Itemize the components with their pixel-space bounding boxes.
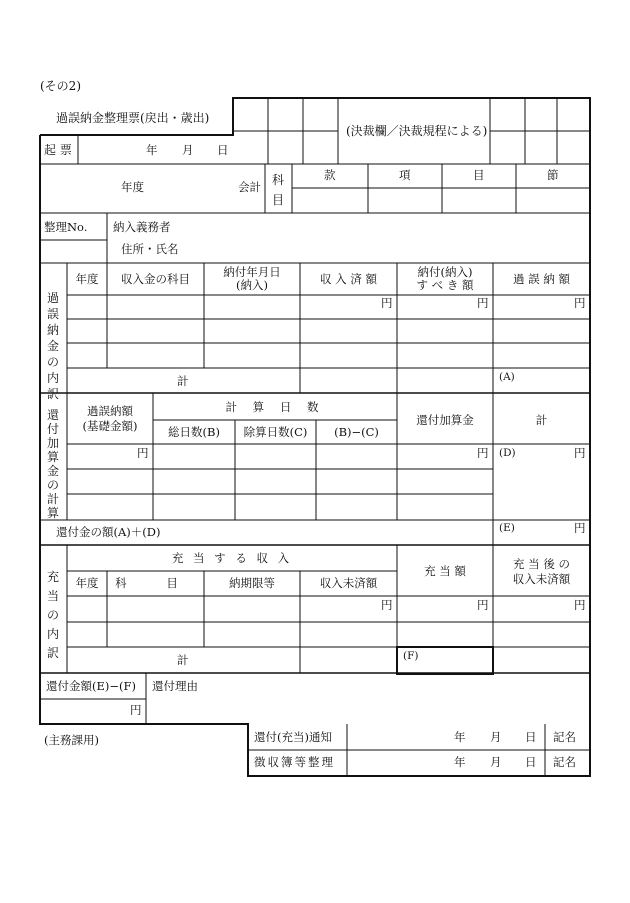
kihyo-label: 起 票 — [44, 143, 72, 157]
juto-header-kigen: 納期限等 — [229, 576, 275, 590]
juto-header-nendo: 年度 — [75, 576, 99, 590]
kanpu-header-keisan-nissu: 計 算 日 数 — [225, 400, 325, 414]
juto-yen-2: 円 — [477, 598, 489, 612]
breakdown-header-nofu-date: 納付年月日 (納入) — [223, 265, 281, 292]
breakdown-total-a: (A) — [499, 371, 515, 383]
kanpu-yen-3: 円 — [574, 446, 586, 460]
breakdown-yen-2: 円 — [477, 296, 489, 310]
accounting-moku: 目 — [473, 168, 485, 182]
kanpu-total-label: 還付金の額(A)＋(D) — [56, 525, 161, 539]
juto-header-juto-gaku: 充 当 額 — [424, 564, 466, 578]
kanpu-section-label: 還付加算金の計算 — [46, 408, 59, 520]
page-label: (その2) — [40, 79, 81, 93]
footer-row2-year: 年 — [454, 755, 466, 769]
accounting-kaikei: 会計 — [238, 180, 261, 194]
address-name-label: 住所・氏名 — [121, 242, 179, 256]
kanpu-d-mark: (D) — [499, 447, 516, 459]
accounting-kan: 款 — [324, 168, 336, 182]
juto-header-mishu: 収入未済額 — [319, 576, 378, 590]
kanpu-header-b-minus-c: (B)−(C) — [334, 425, 379, 439]
kanpu-yen-2: 円 — [477, 446, 489, 460]
juto-header-kamoku: 科 目 — [115, 576, 196, 590]
footer-row1-sign: 記名 — [553, 730, 576, 744]
accounting-kamoku: 科目 — [271, 173, 284, 207]
juto-yen-1: 円 — [381, 598, 393, 612]
kihyo-month: 月 — [182, 143, 194, 157]
kanpu-header-kago-base: 過誤納額 (基礎金額) — [82, 404, 138, 433]
gimusha-label: 納入義務者 — [113, 220, 171, 234]
juto-yen-3: 円 — [574, 598, 586, 612]
breakdown-header-nofu-subeki: 納付(納入) す べ き 額 — [416, 265, 474, 292]
juto-f-mark: (F) — [403, 650, 419, 662]
footer-row2-label: 徴収簿等整理 — [254, 755, 335, 769]
kanpu-header-total-days: 総日数(B) — [168, 425, 220, 439]
refund-yen: 円 — [130, 703, 142, 717]
approval-note: (決裁欄／決裁規程による) — [346, 124, 488, 138]
refund-amount-label: 還付金額(E)−(F) — [46, 679, 136, 693]
shumu-label: (主務課用) — [44, 733, 99, 747]
breakdown-header-kamoku: 収入金の科目 — [121, 272, 190, 286]
footer-row2-sign: 記名 — [553, 755, 576, 769]
footer-row1-label: 還付(充当)通知 — [254, 730, 332, 744]
kanpu-e-mark: (E) — [499, 522, 515, 534]
footer-row2-month: 月 — [490, 755, 502, 769]
kihyo-year: 年 — [146, 143, 158, 157]
breakdown-section-label: 過誤納金の内訳 — [46, 291, 59, 401]
accounting-setsu: 節 — [547, 168, 559, 182]
refund-reason-label: 還付理由 — [152, 679, 198, 693]
breakdown-header-kago-nou: 過 誤 納 額 — [513, 272, 570, 286]
kanpu-header-kei: 計 — [535, 413, 548, 427]
kanpu-header-kasankin: 還付加算金 — [416, 413, 474, 427]
juto-section-label: 充当の内訳 — [46, 570, 59, 660]
juto-header-shunyu: 充 当 す る 収 入 — [171, 551, 293, 565]
kanpu-header-jozan-days: 除算日数(C) — [243, 425, 308, 439]
footer-row1-month: 月 — [490, 730, 502, 744]
footer-row1-day: 日 — [525, 730, 537, 744]
breakdown-yen-1: 円 — [381, 296, 393, 310]
kanpu-yen-4: 円 — [574, 521, 586, 535]
breakdown-total-label: 計 — [177, 374, 189, 388]
breakdown-yen-3: 円 — [574, 296, 586, 310]
kihyo-day: 日 — [217, 143, 229, 157]
juto-header-juto-go: 充 当 後 の 収入未済額 — [512, 557, 571, 586]
juto-total-label: 計 — [177, 653, 189, 667]
seiri-no-label: 整理No. — [44, 220, 88, 234]
breakdown-header-shunyu-zumi: 収 入 済 額 — [320, 272, 377, 286]
footer-row2-day: 日 — [525, 755, 537, 769]
breakdown-header-nendo: 年度 — [75, 272, 99, 286]
kanpu-yen-1: 円 — [137, 446, 149, 460]
footer-row1-year: 年 — [454, 730, 466, 744]
accounting-nendo: 年度 — [121, 180, 144, 194]
accounting-kou: 項 — [399, 168, 411, 182]
form-title: 過誤納金整理票(戻出・歳出) — [56, 111, 210, 125]
